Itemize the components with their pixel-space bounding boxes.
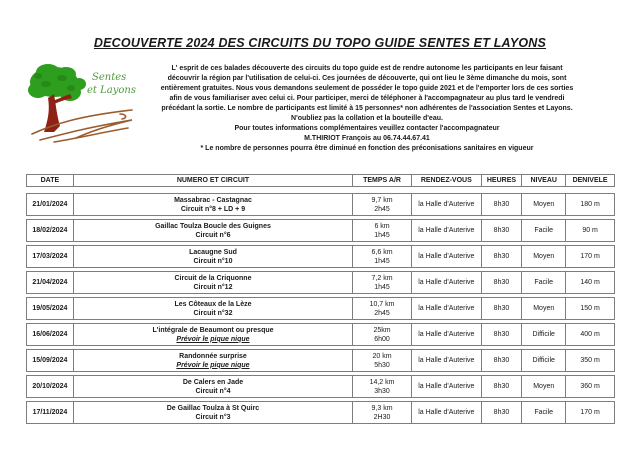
cell-heures: 8h30	[481, 246, 522, 267]
cell-circuit	[73, 194, 352, 215]
circuit-number: Circuit n°32	[193, 309, 233, 317]
page-title: DECOUVERTE 2024 DES CIRCUITS DU TOPO GUIDE SENTES ET LAYONS	[93, 36, 547, 50]
intro-line: découvrir la région par l'utilisation de celui-ci. Ces journées de découverte, qui ont lieu le 3ème dimanche du mois, sont	[167, 75, 567, 82]
cell-temps	[352, 272, 411, 293]
cell-date: 16/06/2024	[32, 331, 68, 338]
cell-niveau: Difficile	[521, 350, 565, 371]
intro-line: N'oubliez pas la collation et la bouteille d'eau.	[291, 115, 443, 122]
header-niveau: NIVEAU	[521, 175, 565, 186]
intro-line: L' esprit de ces balades découverte des circuits du topo guide est de rendre autonome les participants en leur faisant	[171, 65, 563, 72]
cell-heures: 8h30	[481, 272, 522, 293]
temps-distance: 9,3 km	[371, 404, 393, 412]
cell-heures: 8h30	[481, 324, 522, 345]
intro-line: afin de vous familiariser avec celui ci. Pour participer, merci de téléphoner à l'accompagnateur au plus tard le vendredi	[169, 95, 565, 102]
cell-date: 18/02/2024	[32, 227, 68, 234]
table-header-row	[26, 174, 615, 187]
cell-rendez-vous: la Halle d'Auterive	[411, 272, 481, 293]
intro-line: entièrement gratuites. Nous vous demandons seulement de posséder le topo guide 2021 et de l'emporter lors de ces sorties	[160, 85, 574, 92]
intro-line: Pour toutes informations complémentaires veuillez contacter l'accompagnateur	[234, 125, 500, 132]
logo-text-line1: Sentes	[92, 72, 127, 83]
cell-circuit	[73, 298, 352, 319]
table-row	[26, 297, 615, 320]
header-rdv: RENDEZ-VOUS	[411, 175, 481, 186]
cell-niveau: Moyen	[521, 246, 565, 267]
temps-distance: 20 km	[372, 352, 392, 360]
circuit-number: Circuit n°10	[193, 257, 233, 265]
cell-circuit	[73, 246, 352, 267]
circuit-number: Circuit n°6	[195, 231, 231, 239]
cell-niveau: Facile	[521, 402, 565, 423]
cell-heures: 8h30	[481, 194, 522, 215]
cell-date: 15/09/2024	[32, 357, 68, 364]
cell-niveau: Moyen	[521, 376, 565, 397]
temps-distance: 14,2 km	[369, 378, 395, 386]
cell-temps	[352, 298, 411, 319]
cell-heures: 8h30	[481, 402, 522, 423]
circuit-name: Lacaugne Sud	[189, 248, 237, 256]
cell-heures: 8h30	[481, 376, 522, 397]
cell-rendez-vous: la Halle d'Auterive	[411, 402, 481, 423]
intro-line: * Le nombre de personnes pourra être diminué en fonction des préconisations sanitaires en vigueur	[200, 145, 534, 152]
cell-temps	[352, 376, 411, 397]
cell-date: 17/11/2024	[32, 409, 68, 416]
cell-circuit	[73, 272, 352, 293]
cell-date: 19/05/2024	[32, 305, 68, 312]
temps-duration: 2H30	[373, 413, 391, 421]
intro-paragraph	[112, 64, 622, 154]
cell-temps	[352, 324, 411, 345]
logo-text-line2: et Layons	[87, 85, 136, 96]
cell-temps	[352, 194, 411, 215]
circuit-name: De Calers en Jade	[182, 378, 244, 386]
temps-duration: 1h45	[374, 231, 390, 239]
cell-denivele: 360 m	[565, 376, 614, 397]
temps-distance: 6 km	[374, 222, 390, 230]
temps-duration: 2h45	[374, 205, 390, 213]
cell-temps	[352, 220, 411, 241]
circuit-name: L'intégrale de Beaumont ou presque	[152, 326, 274, 334]
temps-duration: 5h30	[374, 361, 390, 369]
circuit-number: Circuit n°12	[193, 283, 233, 291]
cell-rendez-vous: la Halle d'Auterive	[411, 298, 481, 319]
header-denivele: DENIVELE	[565, 175, 614, 186]
cell-niveau: Difficile	[521, 324, 565, 345]
cell-date: 21/01/2024	[32, 201, 68, 208]
table-row	[26, 349, 615, 372]
cell-date: 17/03/2024	[32, 253, 68, 260]
temps-duration: 3h30	[374, 387, 390, 395]
cell-temps	[352, 246, 411, 267]
table-body	[26, 193, 615, 424]
temps-distance: 10,7 km	[369, 300, 395, 308]
circuit-name: De Gaillac Toulza à St Quirc	[166, 404, 260, 412]
intro-line: précédant la sortie. Le nombre de participants est limité à 15 personnes* non adhérentes de l'association Sentes et Layons.	[161, 105, 573, 112]
circuit-number: Prévoir le pique nique	[176, 335, 250, 343]
cell-date: 21/04/2024	[32, 279, 68, 286]
table-row	[26, 245, 615, 268]
cell-niveau: Facile	[521, 272, 565, 293]
table-row	[26, 271, 615, 294]
temps-distance: 6,6 km	[371, 248, 393, 256]
cell-niveau: Moyen	[521, 194, 565, 215]
temps-duration: 6h00	[374, 335, 390, 343]
cell-rendez-vous: la Halle d'Auterive	[411, 324, 481, 345]
circuit-number: Circuit n°4	[195, 387, 231, 395]
temps-distance: 7,2 km	[371, 274, 393, 282]
temps-duration: 1h45	[374, 283, 390, 291]
circuit-name: Massabrac - Castagnac	[174, 196, 252, 204]
table-row	[26, 193, 615, 216]
header-date: DATE	[40, 177, 60, 184]
cell-niveau: Moyen	[521, 298, 565, 319]
circuit-name: Randonnée surprise	[179, 352, 247, 360]
cell-denivele: 180 m	[565, 194, 614, 215]
cell-circuit	[73, 376, 352, 397]
cell-date: 20/10/2024	[32, 383, 68, 390]
table-row	[26, 401, 615, 424]
temps-duration: 1h45	[374, 257, 390, 265]
cell-heures: 8h30	[481, 298, 522, 319]
cell-denivele: 170 m	[565, 246, 614, 267]
circuit-number: Prévoir le pique nique	[176, 361, 250, 369]
header-temps: TEMPS A/R	[352, 175, 411, 186]
circuit-number: Circuit n°8 + LD + 9	[180, 205, 246, 213]
temps-distance: 25km	[373, 326, 391, 334]
intro-line: M.THIRIOT François au 06.74.44.67.41	[304, 135, 430, 142]
cell-circuit	[73, 350, 352, 371]
cell-circuit	[73, 220, 352, 241]
temps-distance: 9,7 km	[371, 196, 393, 204]
header-circuit: NUMERO ET CIRCUIT	[73, 175, 352, 186]
temps-duration: 2h45	[374, 309, 390, 317]
circuit-number: Circuit n°3	[195, 413, 231, 421]
cell-denivele: 90 m	[565, 220, 614, 241]
table-row	[26, 323, 615, 346]
cell-denivele: 140 m	[565, 272, 614, 293]
circuit-name: Les Côteaux de la Lèze	[174, 300, 252, 308]
cell-denivele: 400 m	[565, 324, 614, 345]
cell-denivele: 170 m	[565, 402, 614, 423]
cell-circuit	[73, 324, 352, 345]
cell-rendez-vous: la Halle d'Auterive	[411, 194, 481, 215]
cell-heures: 8h30	[481, 220, 522, 241]
cell-temps	[352, 402, 411, 423]
table-row	[26, 375, 615, 398]
circuit-name: Gaillac Toulza Boucle des Guignes	[155, 222, 271, 230]
schedule-table	[26, 174, 615, 427]
cell-rendez-vous: la Halle d'Auterive	[411, 350, 481, 371]
table-row	[26, 219, 615, 242]
cell-denivele: 150 m	[565, 298, 614, 319]
cell-rendez-vous: la Halle d'Auterive	[411, 376, 481, 397]
cell-temps	[352, 350, 411, 371]
cell-rendez-vous: la Halle d'Auterive	[411, 246, 481, 267]
cell-heures: 8h30	[481, 350, 522, 371]
circuit-name: Circuit de la Criquonne	[174, 274, 252, 282]
cell-rendez-vous: la Halle d'Auterive	[411, 220, 481, 241]
cell-niveau: Facile	[521, 220, 565, 241]
cell-circuit	[73, 402, 352, 423]
header-heures: HEURES	[481, 175, 522, 186]
cell-denivele: 350 m	[565, 350, 614, 371]
